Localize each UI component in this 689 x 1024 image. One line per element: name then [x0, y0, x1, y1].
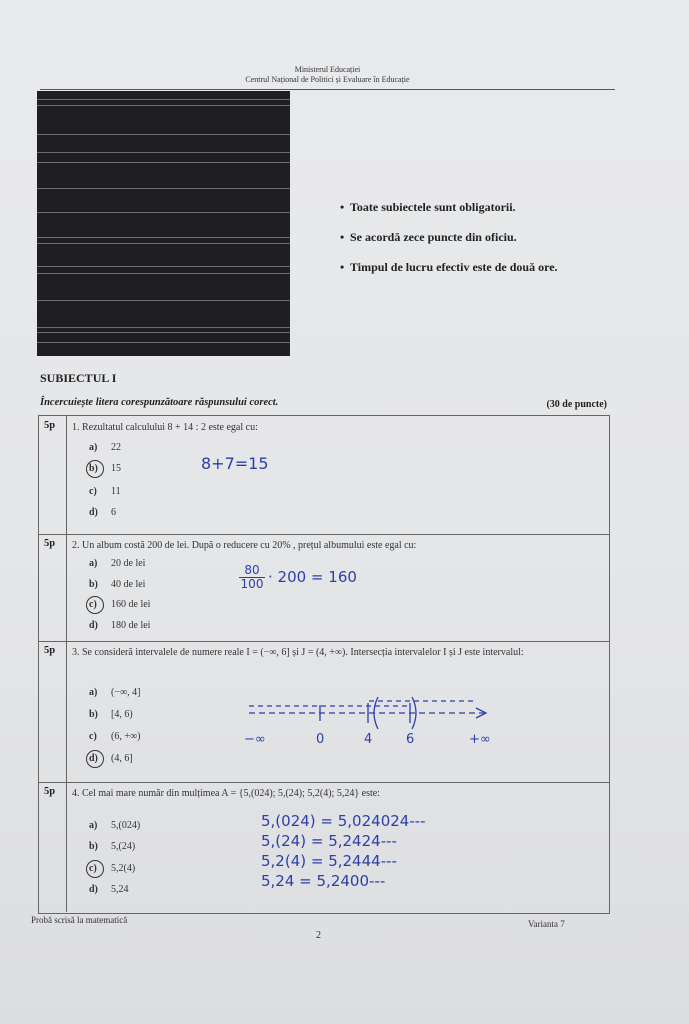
handwritten-number-line	[244, 691, 524, 751]
question-row	[39, 641, 609, 783]
instruction-item: • Timpul de lucru efectiv este de două ore.	[340, 260, 558, 274]
selected-answer-circle	[86, 460, 104, 478]
option-d[interactable]: d) 5,24	[89, 884, 129, 895]
section-instruction: Încercuiește litera corespunzătoare răspunsului corect.	[40, 397, 279, 408]
option-b[interactable]: b) 40 de lei	[89, 579, 146, 590]
selected-answer-circle	[86, 860, 104, 878]
number-line-label: +∞	[469, 732, 491, 747]
selected-answer-circle	[86, 750, 104, 768]
question-row	[39, 416, 609, 535]
question-row	[39, 782, 609, 912]
question-points: 5p	[44, 786, 56, 797]
option-c[interactable]: c) 11	[89, 486, 121, 497]
option-c[interactable]: c) 160 de lei	[89, 599, 150, 610]
header-divider	[40, 89, 615, 90]
option-c[interactable]: c) 5,2(4)	[89, 863, 135, 874]
handwritten-calculation: 8+7=15	[201, 454, 269, 473]
option-d[interactable]: d) (4, 6]	[89, 753, 133, 764]
option-a[interactable]: a) 20 de lei	[89, 558, 146, 569]
instruction-item: • Toate subiectele sunt obligatorii.	[340, 200, 516, 214]
number-line-label: 6	[406, 732, 415, 747]
selected-answer-circle	[86, 596, 104, 614]
instruction-item: • Se acordă zece puncte din oficiu.	[340, 230, 517, 244]
handwritten-line: 5,24 = 5,2400---	[261, 872, 386, 890]
handwritten-line: 5,(24) = 5,2424---	[261, 832, 397, 850]
option-d[interactable]: d) 180 de lei	[89, 620, 151, 631]
question-text: 4. Cel mai mare număr din mulțimea A = {5,(024); 5,(24); 5,2(4); 5,24} este:	[72, 788, 380, 799]
footer-exam-name: Probă scrisă la matematică	[31, 915, 128, 925]
page-number: 2	[316, 930, 321, 941]
handwritten-fraction	[239, 564, 265, 591]
section-points: (30 de puncte)	[546, 399, 607, 410]
option-b[interactable]: b) 5,(24)	[89, 841, 136, 852]
question-points: 5p	[44, 420, 56, 431]
question-row	[39, 534, 609, 642]
redacted-block	[37, 91, 290, 356]
number-line-label: −∞	[244, 732, 266, 747]
option-a[interactable]: a) (−∞, 4]	[89, 687, 141, 698]
option-a[interactable]: a) 5,(024)	[89, 820, 141, 831]
fraction-denominator: 100	[240, 577, 264, 591]
question-text: 1. Rezultatul calculului 8 + 14 : 2 este egal cu:	[72, 422, 258, 433]
footer-variant: Varianta 7	[528, 919, 565, 929]
general-instructions	[340, 198, 558, 288]
handwritten-calculation: · 200 = 160	[268, 568, 357, 586]
section-title: SUBIECTUL I	[40, 371, 117, 385]
option-a[interactable]: a) 22	[89, 442, 121, 453]
question-text: 3. Se consideră intervalele de numere reale I = (−∞, 6] și J = (4, +∞). Intersecția intervalelor I și J este intervalul:	[72, 647, 524, 658]
option-d[interactable]: d) 6	[89, 507, 116, 518]
question-text: 2. Un album costă 200 de lei. După o reducere cu 20% , prețul albumului este egal cu:	[72, 540, 417, 551]
page-header	[40, 65, 615, 85]
option-c[interactable]: c) (6, +∞)	[89, 731, 141, 742]
number-line-label: 4	[364, 732, 373, 747]
header-ministry: Ministerul Educației	[294, 65, 361, 74]
questions-table	[38, 415, 610, 914]
option-b[interactable]: b) 15	[89, 463, 121, 474]
question-points: 5p	[44, 645, 56, 656]
handwritten-line: 5,(024) = 5,024024---	[261, 812, 426, 830]
question-points: 5p	[44, 538, 56, 549]
option-b[interactable]: b) [4, 6)	[89, 709, 133, 720]
header-center: Centrul Național de Politici și Evaluare în Educație	[245, 75, 410, 84]
number-line-label: 0	[316, 732, 325, 747]
handwritten-line: 5,2(4) = 5,2444---	[261, 852, 397, 870]
fraction-numerator: 80	[244, 563, 260, 577]
